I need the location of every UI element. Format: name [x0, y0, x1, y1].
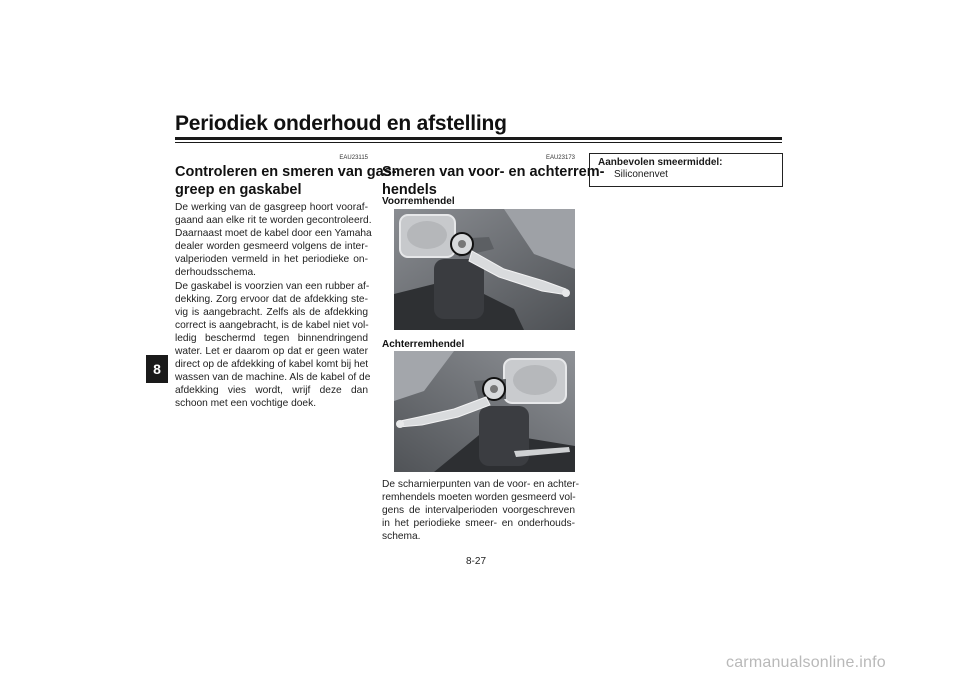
- heading-line: Smeren van voor- en achterrem-: [382, 164, 605, 180]
- text-line: schoon met een vochtige doek.: [175, 398, 317, 410]
- text-line: remhendels moeten worden gesmeerd vol-: [382, 492, 576, 504]
- heading-line: greep en gaskabel: [175, 182, 302, 198]
- brake-lever-body-text: [382, 478, 580, 543]
- header-rule-thin: [175, 142, 782, 143]
- heading-line: Controleren en smeren van gas-: [175, 164, 397, 180]
- rear-lever-illustration: [394, 351, 575, 472]
- section-code: EAU23115: [339, 155, 368, 161]
- chapter-tab: 8: [146, 355, 168, 383]
- text-line: schema.: [382, 531, 421, 543]
- throttle-body-text: [175, 201, 372, 411]
- text-line: dealer worden gesmeerd volgens de inter-: [175, 241, 368, 253]
- text-line: afdekking vies wordt, wrijf deze dan: [175, 385, 368, 397]
- text-line: wassen van de machine. Als de kabel of de: [175, 372, 371, 384]
- text-line: gaand aan elke rit te worden gecontroleerd.: [175, 215, 372, 227]
- text-line: De werking van de gasgreep hoort vooraf-: [175, 202, 368, 213]
- text-line: dekking. Zorg ervoor dat de afdekking ste-: [175, 293, 368, 305]
- header-rule: [175, 137, 782, 140]
- page-title: Periodiek onderhoud en afstelling: [175, 112, 507, 135]
- text-line: water. Let er daarom op dat er geen water: [175, 346, 368, 358]
- text-line: De scharnierpunten van de voor- en achter-: [382, 479, 580, 490]
- page-number: 8-27: [466, 556, 487, 567]
- lubricant-value: Siliconenvet: [614, 169, 668, 180]
- text-line: Daarnaast moet de kabel door een Yamaha: [175, 228, 372, 240]
- recommended-lubricant-box: [589, 153, 783, 187]
- rear-brake-lever-photo: [394, 351, 575, 472]
- heading-line: hendels: [382, 182, 437, 198]
- section-heading-throttle: [175, 163, 397, 199]
- text-line: direct op de afdekking of kabel komt bij het: [175, 359, 369, 371]
- front-brake-lever-photo: [394, 209, 575, 330]
- text-line: gens de intervalperioden voorgeschreven: [382, 505, 575, 517]
- text-line: valperioden vermeld in het periodieke on-: [175, 254, 368, 266]
- text-line: in het periodieke smeer- en onderhouds-: [382, 518, 575, 530]
- section-code: EAU23173: [545, 155, 575, 161]
- text-line: correct is aangebracht, is de kabel niet vol-: [175, 319, 369, 331]
- lubricant-title: Aanbevolen smeermiddel:: [598, 157, 723, 168]
- watermark: carmanualsonline.info: [726, 654, 886, 671]
- text-line: De gaskabel is voorzien van een rubber af-: [175, 280, 370, 292]
- front-brake-lever-label: Voorremhendel: [382, 196, 455, 207]
- rear-brake-lever-label: Achterremhendel: [382, 339, 465, 350]
- front-lever-illustration: [394, 209, 575, 330]
- text-line: derhoudsschema.: [175, 267, 256, 279]
- text-line: vig is aangebracht. Zelfs als de afdekking: [175, 306, 368, 318]
- text-line: ledig beschermd tegen binnendringend: [175, 332, 368, 344]
- section-heading-brake-levers: [382, 163, 604, 199]
